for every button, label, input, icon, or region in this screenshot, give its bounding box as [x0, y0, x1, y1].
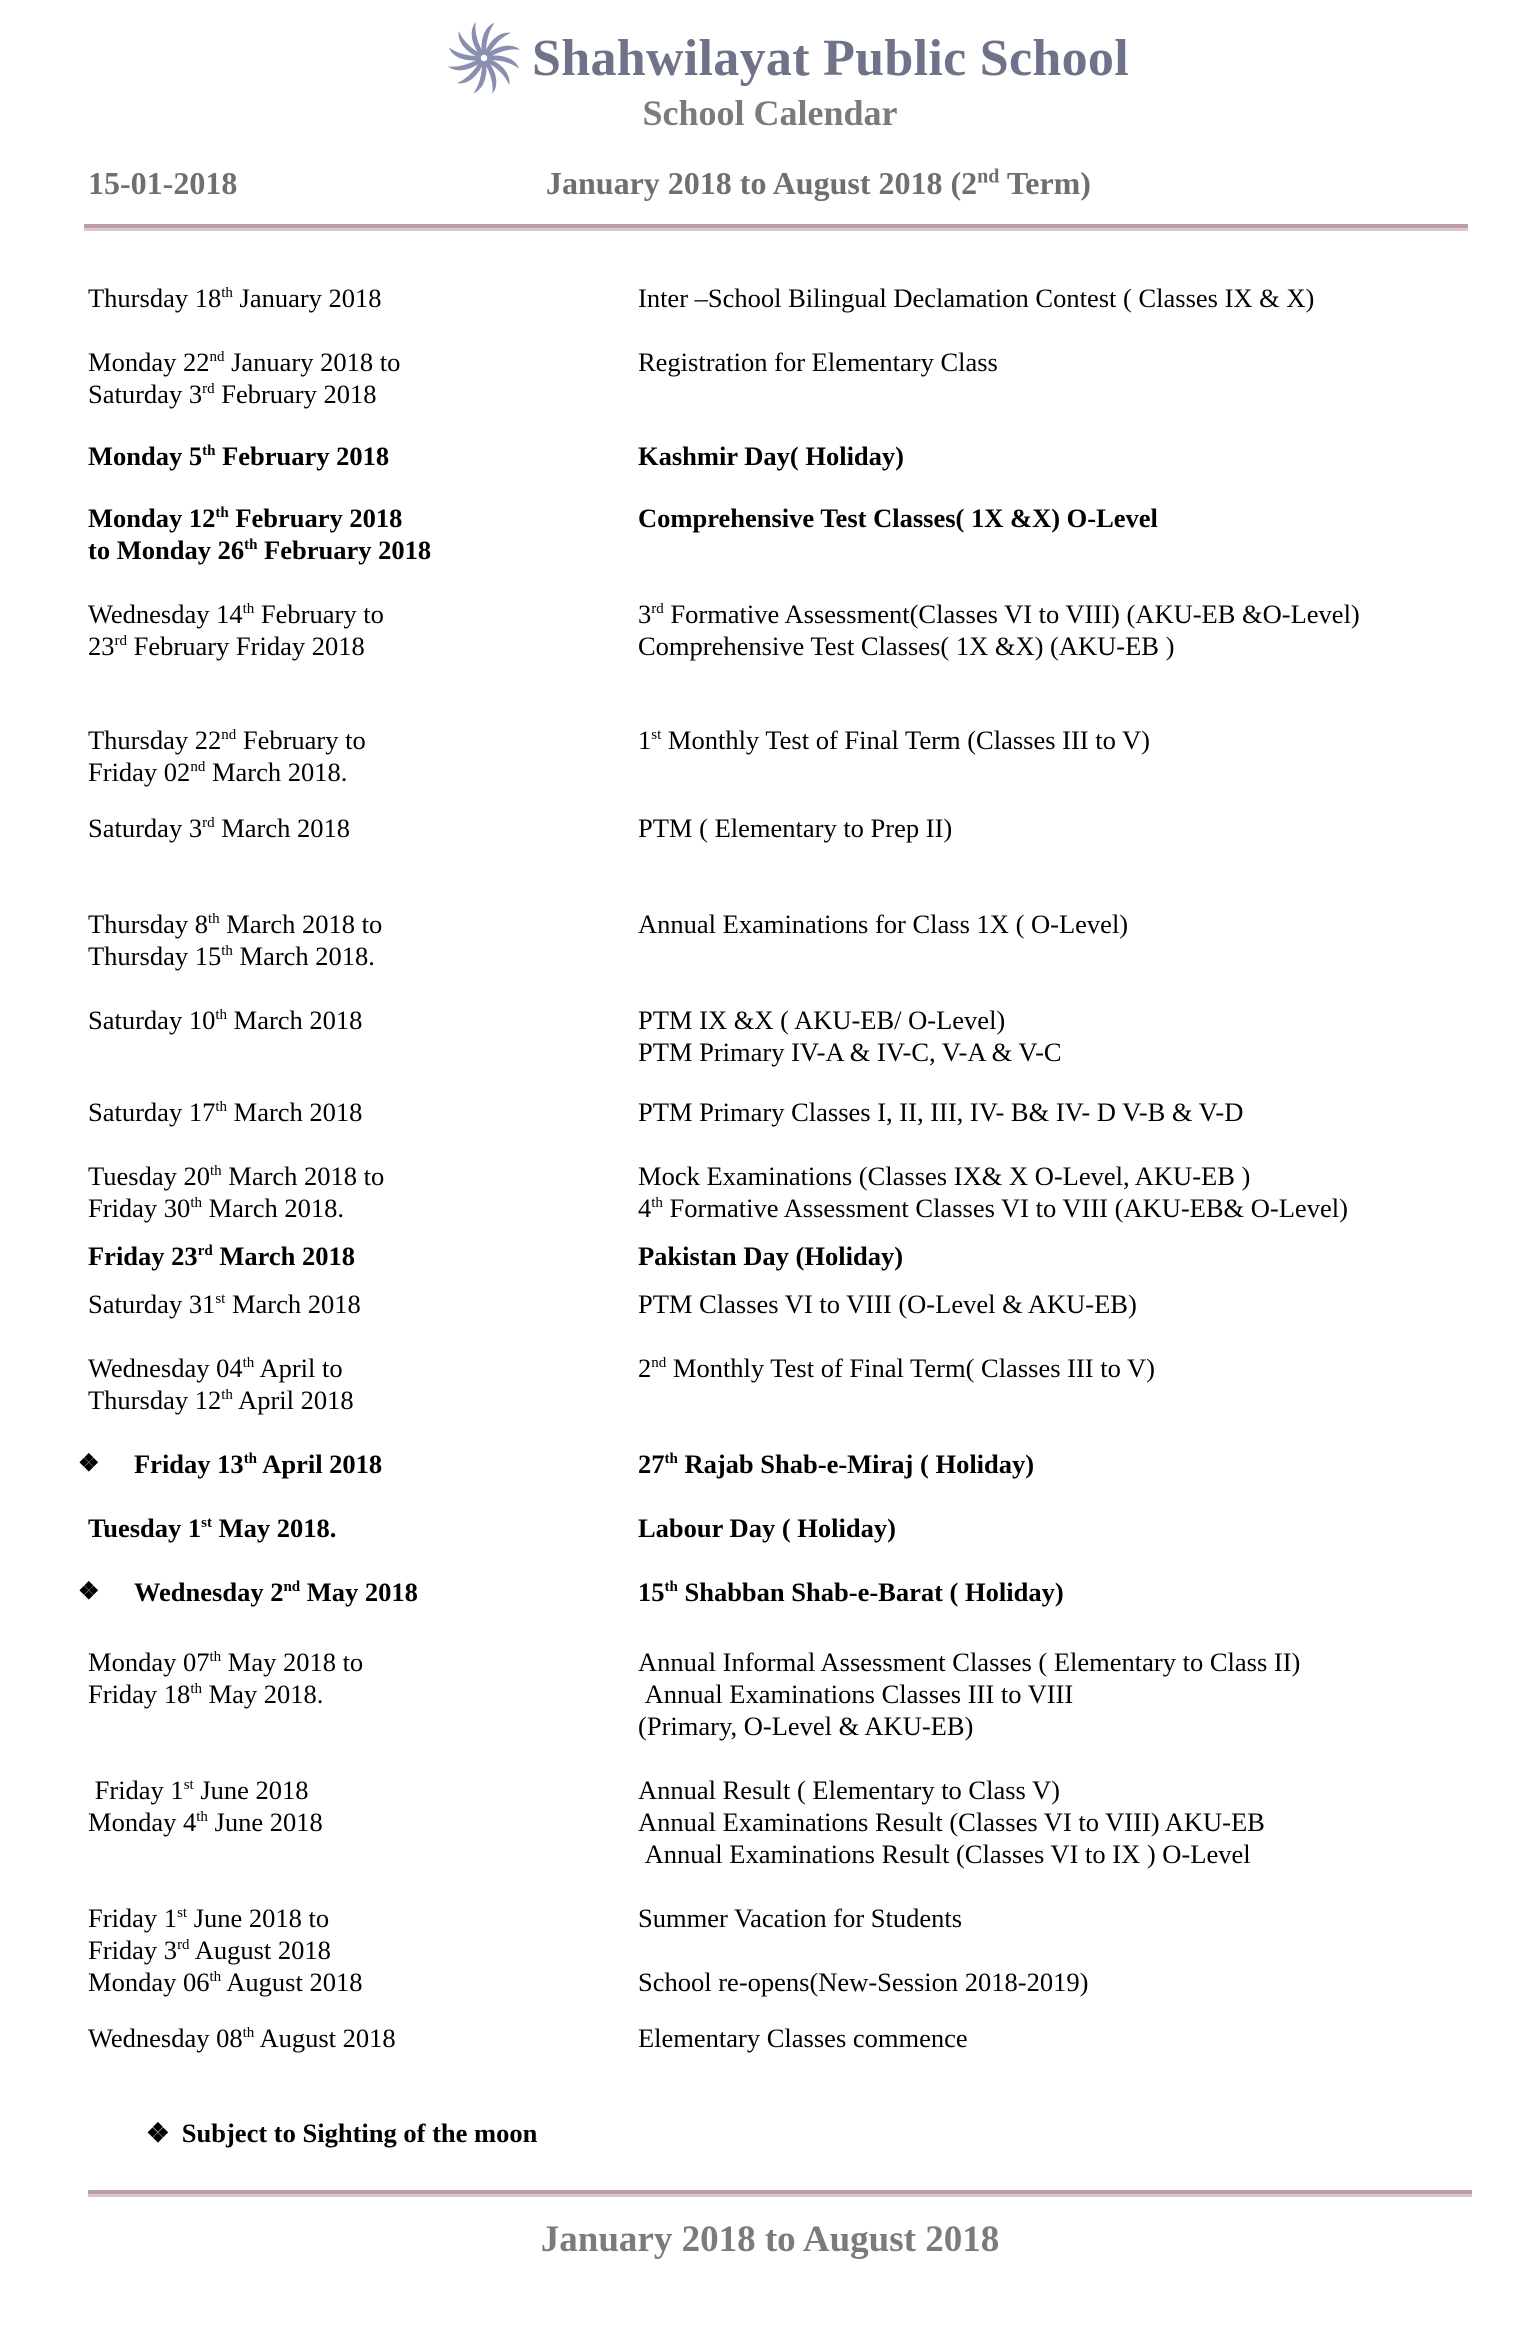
event-date: Friday 23rd March 2018	[88, 1241, 355, 1271]
event-date: Wednesday 2nd May 2018	[134, 1577, 418, 1607]
event-description: School re-opens(New-Session 2018-2019)	[638, 1967, 1089, 1997]
event-date: Saturday 10th March 2018	[88, 1005, 363, 1035]
event-description: Kashmir Day( Holiday)	[638, 441, 904, 471]
event-description: 1st Monthly Test of Final Term (Classes III to V)	[638, 725, 1150, 755]
event-description: Annual Informal Assessment Classes ( Elementary to Class II) Annual Examinations Classes III to VIII (Primary, O-Level & AKU-EB)	[638, 1647, 1301, 1741]
event-description: PTM Classes VI to VIII (O-Level & AKU-EB)	[638, 1289, 1137, 1319]
event-date: Wednesday 04th April to Thursday 12th April 2018	[88, 1353, 354, 1415]
note-bullet-icon: ❖	[146, 2118, 170, 2148]
event-date: Tuesday 20th March 2018 to Friday 30th March 2018.	[88, 1161, 385, 1223]
school-name: Shahwilayat Public School	[532, 29, 1129, 87]
event-description: Annual Result ( Elementary to Class V) Annual Examinations Result (Classes VI to VIII) AKU-EB Annual Examinations Result (Classes VI to IX ) O-Level	[638, 1775, 1265, 1869]
moon-note	[146, 2118, 537, 2149]
issue-date: 15-01-2018	[88, 165, 238, 201]
event-description: 15th Shabban Shab-e-Barat ( Holiday)	[638, 1577, 1064, 1607]
event-date: Tuesday 1st May 2018.	[88, 1513, 337, 1543]
note-text: Subject to Sighting of the moon	[181, 2118, 538, 2148]
footer-divider	[88, 2190, 1472, 2197]
event-date: Friday 1st June 2018 Monday 4th June 2018	[88, 1775, 323, 1837]
event-date: Saturday 3rd March 2018	[88, 813, 350, 843]
event-description: Pakistan Day (Holiday)	[638, 1241, 904, 1271]
event-description: Inter –School Bilingual Declamation Contest ( Classes IX & X)	[638, 283, 1315, 313]
event-description: Elementary Classes commence	[638, 2023, 968, 2053]
event-date: Friday 13th April 2018	[134, 1449, 383, 1479]
event-description: PTM Primary Classes I, II, III, IV- B& IV- D V-B & V-D	[638, 1097, 1244, 1127]
event-description: 3rd Formative Assessment(Classes VI to VIII) (AKU-EB &O-Level) Comprehensive Test Classes( 1X &X) (AKU-EB )	[638, 599, 1360, 661]
event-date: Wednesday 14th February to 23rd February Friday 2018	[88, 599, 384, 661]
event-date: Saturday 31st March 2018	[88, 1289, 361, 1319]
event-description: 2nd Monthly Test of Final Term( Classes III to V)	[638, 1353, 1155, 1383]
event-description: Annual Examinations for Class 1X ( O-Level)	[638, 909, 1129, 939]
event-date: Thursday 8th March 2018 to Thursday 15th March 2018.	[88, 909, 383, 971]
moon-sighting-bullet-icon: ❖	[78, 1451, 100, 1477]
event-date: Thursday 22nd February to Friday 02nd March 2018.	[88, 725, 366, 787]
event-description: Summer Vacation for Students	[638, 1903, 963, 1933]
footer-term: January 2018 to August 2018	[540, 2219, 1000, 2260]
event-date: Monday 22nd January 2018 to Saturday 3rd February 2018	[88, 347, 401, 409]
event-date: Wednesday 08th August 2018	[88, 2023, 396, 2053]
event-date: Monday 07th May 2018 to Friday 18th May 2018.	[88, 1647, 364, 1709]
event-date: Thursday 18th January 2018	[88, 283, 382, 313]
event-description: 27th Rajab Shab-e-Miraj ( Holiday)	[638, 1449, 1035, 1479]
term-text: January 2018 to August 2018 (2nd Term)	[546, 165, 1091, 201]
event-date: Monday 5th February 2018	[88, 441, 390, 471]
event-description: Registration for Elementary Class	[638, 347, 998, 377]
event-date: Monday 06th August 2018	[88, 1967, 363, 1997]
event-description: PTM ( Elementary to Prep II)	[638, 813, 953, 843]
event-description: Comprehensive Test Classes( 1X &X) O-Level	[638, 503, 1158, 533]
event-date: Saturday 17th March 2018	[88, 1097, 363, 1127]
event-description: Labour Day ( Holiday)	[638, 1513, 896, 1543]
moon-sighting-bullet-icon: ❖	[78, 1579, 100, 1605]
event-date: Friday 1st June 2018 to Friday 3rd August 2018	[88, 1903, 331, 1965]
event-description: Mock Examinations (Classes IX& X O-Level, AKU-EB ) 4th Formative Assessment Classes VI to VIII (AKU-EB& O-Level)	[638, 1161, 1348, 1223]
event-description: PTM IX &X ( AKU-EB/ O-Level) PTM Primary IV-A & IV-C, V-A & V-C	[638, 1005, 1062, 1067]
event-date: Monday 12th February 2018 to Monday 26th February 2018	[88, 503, 432, 565]
calendar-title: School Calendar	[642, 93, 898, 133]
